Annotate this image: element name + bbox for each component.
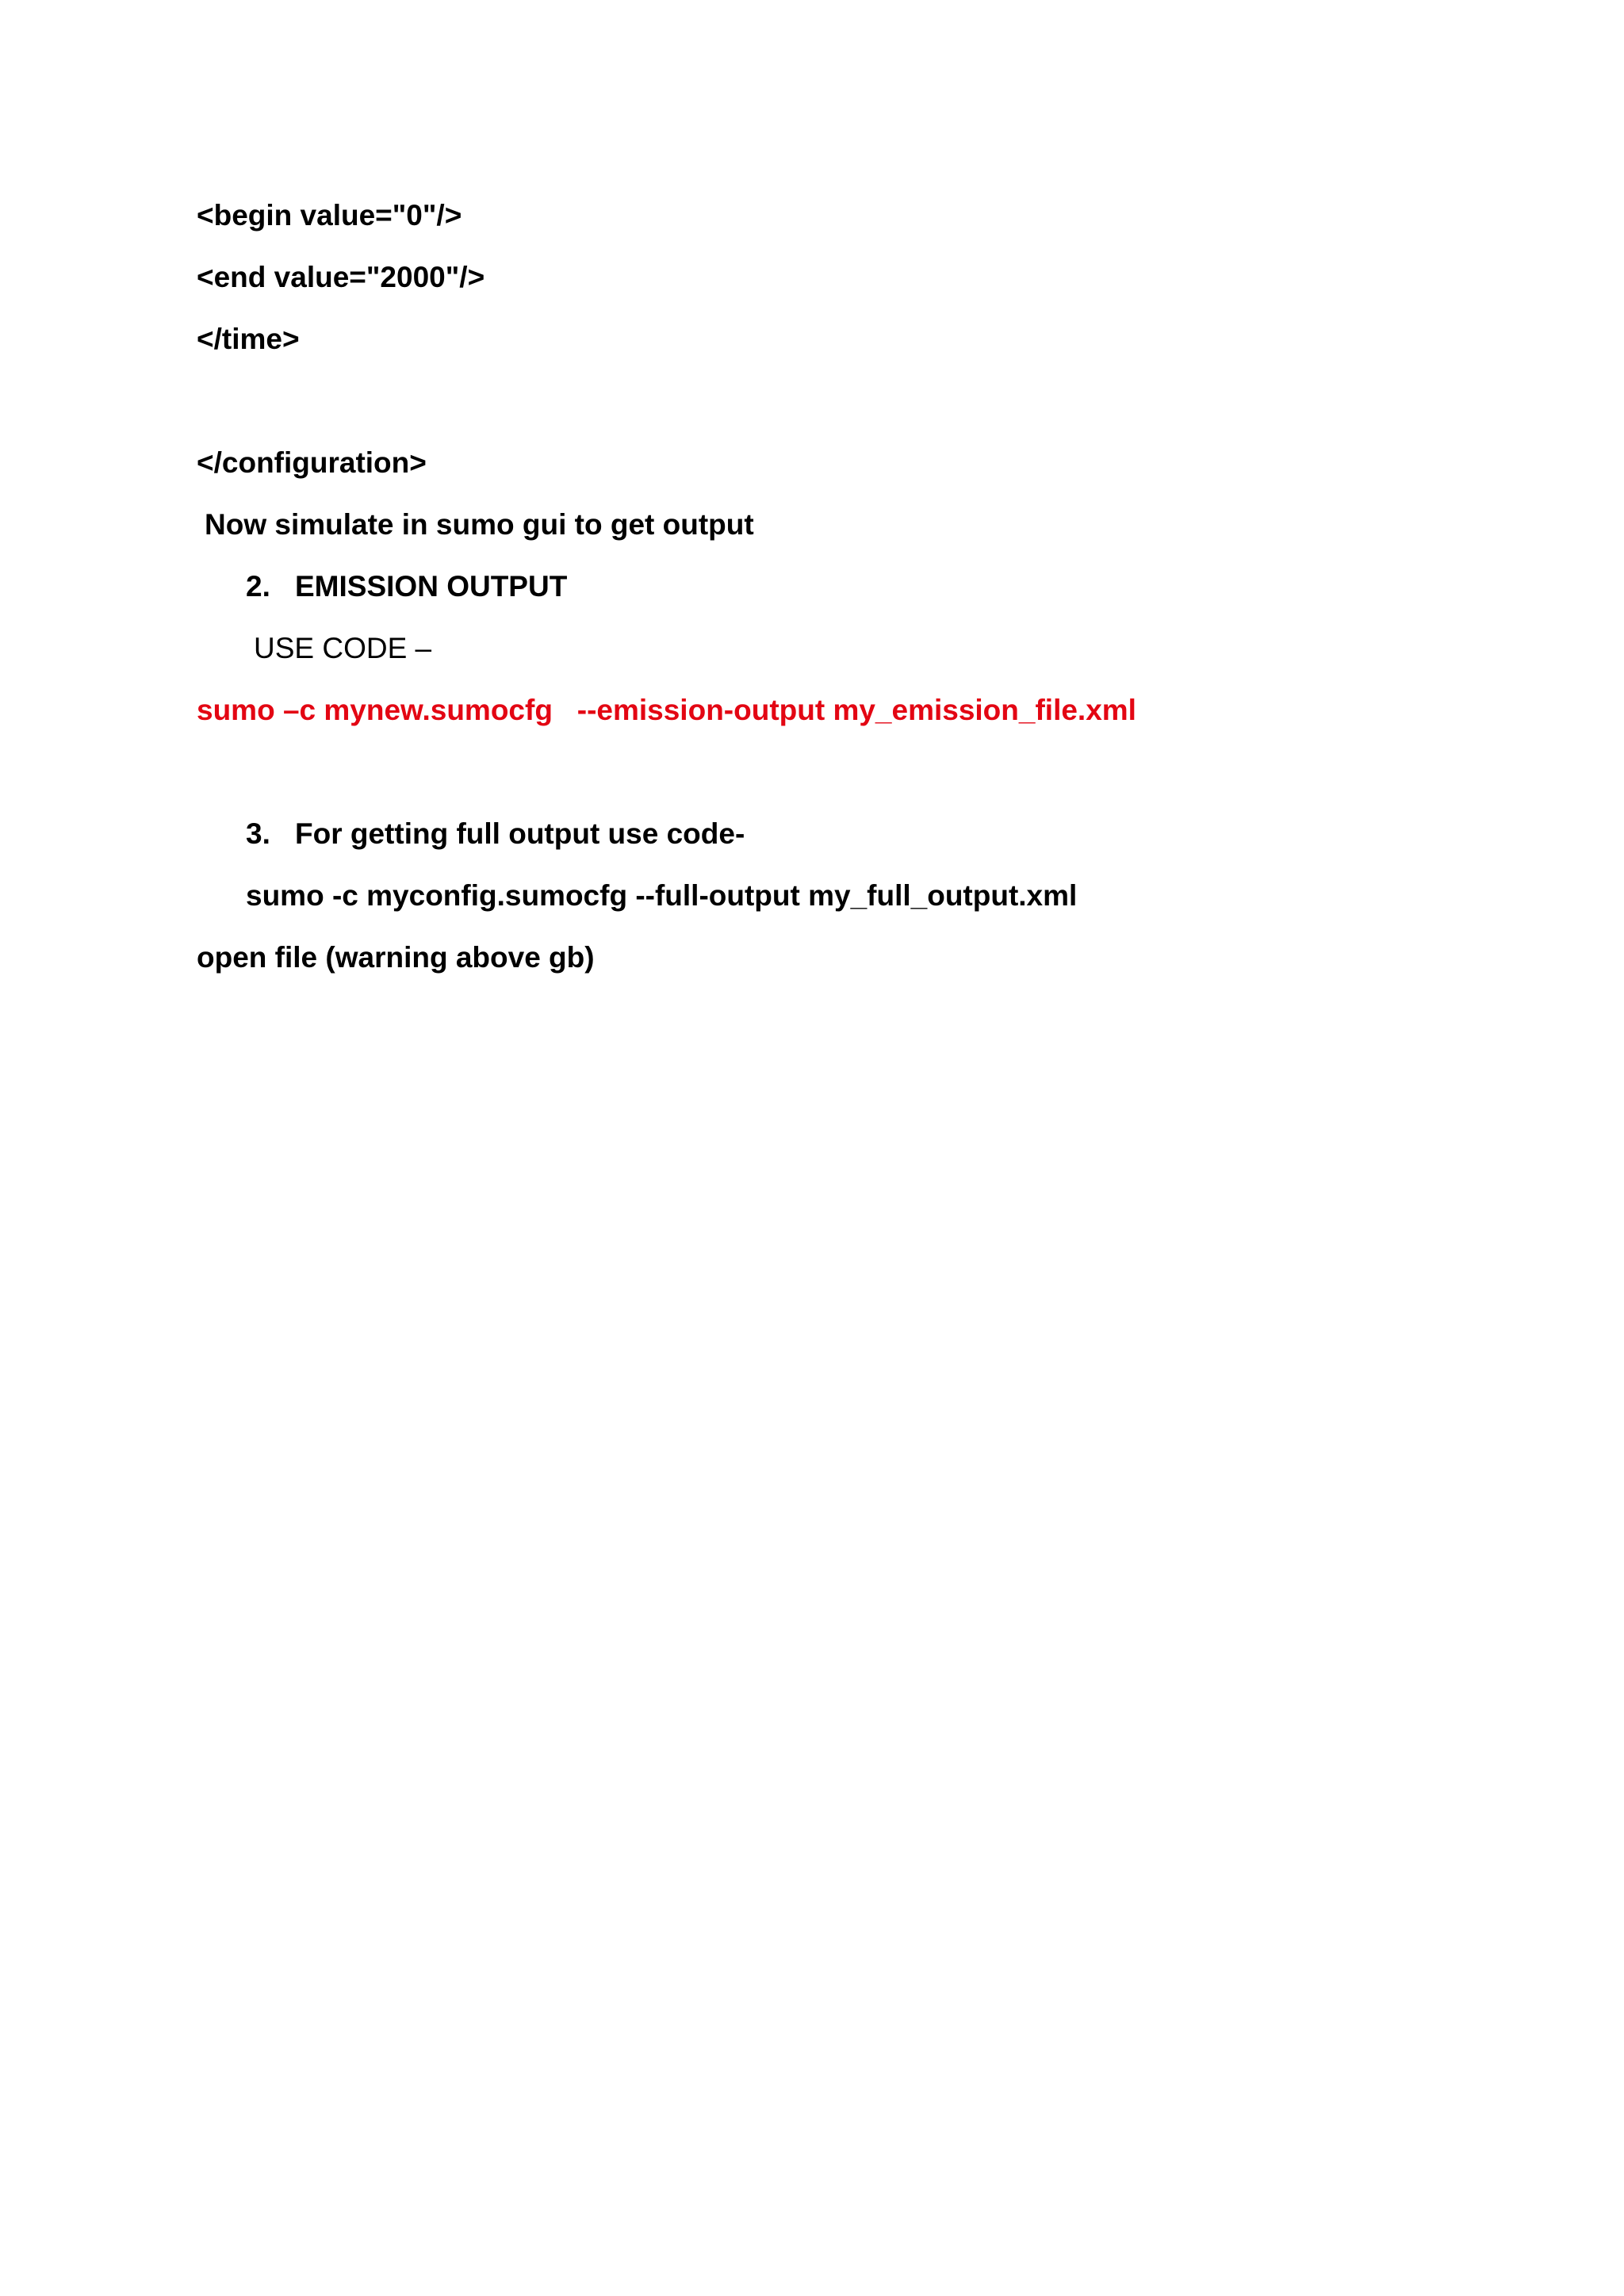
section-3-title: For getting full output use code- (295, 817, 745, 850)
section-3-heading (246, 815, 745, 853)
closing-note: open file (warning above gb) (197, 941, 595, 974)
end-value-line: <end value="2000"/> (197, 261, 485, 293)
simulate-note: Now simulate in sumo gui to get output (205, 508, 754, 541)
full-output-command: sumo -c myconfig.sumocfg --full-output my_full_output.xml (246, 879, 1078, 912)
begin-value-line: <begin value="0"/> (197, 199, 462, 232)
use-code-label: USE CODE – (254, 632, 432, 664)
section-2-title: EMISSION OUTPUT (295, 570, 568, 603)
section-3-number: 3. (246, 817, 270, 850)
configuration-close-line: </configuration> (197, 446, 427, 479)
time-close-line: </time> (197, 323, 300, 355)
emission-command: sumo –c mynew.sumocfg --emission-output my_emission_file.xml (197, 694, 1136, 726)
section-2-heading (246, 568, 567, 606)
section-2-number: 2. (246, 570, 270, 603)
